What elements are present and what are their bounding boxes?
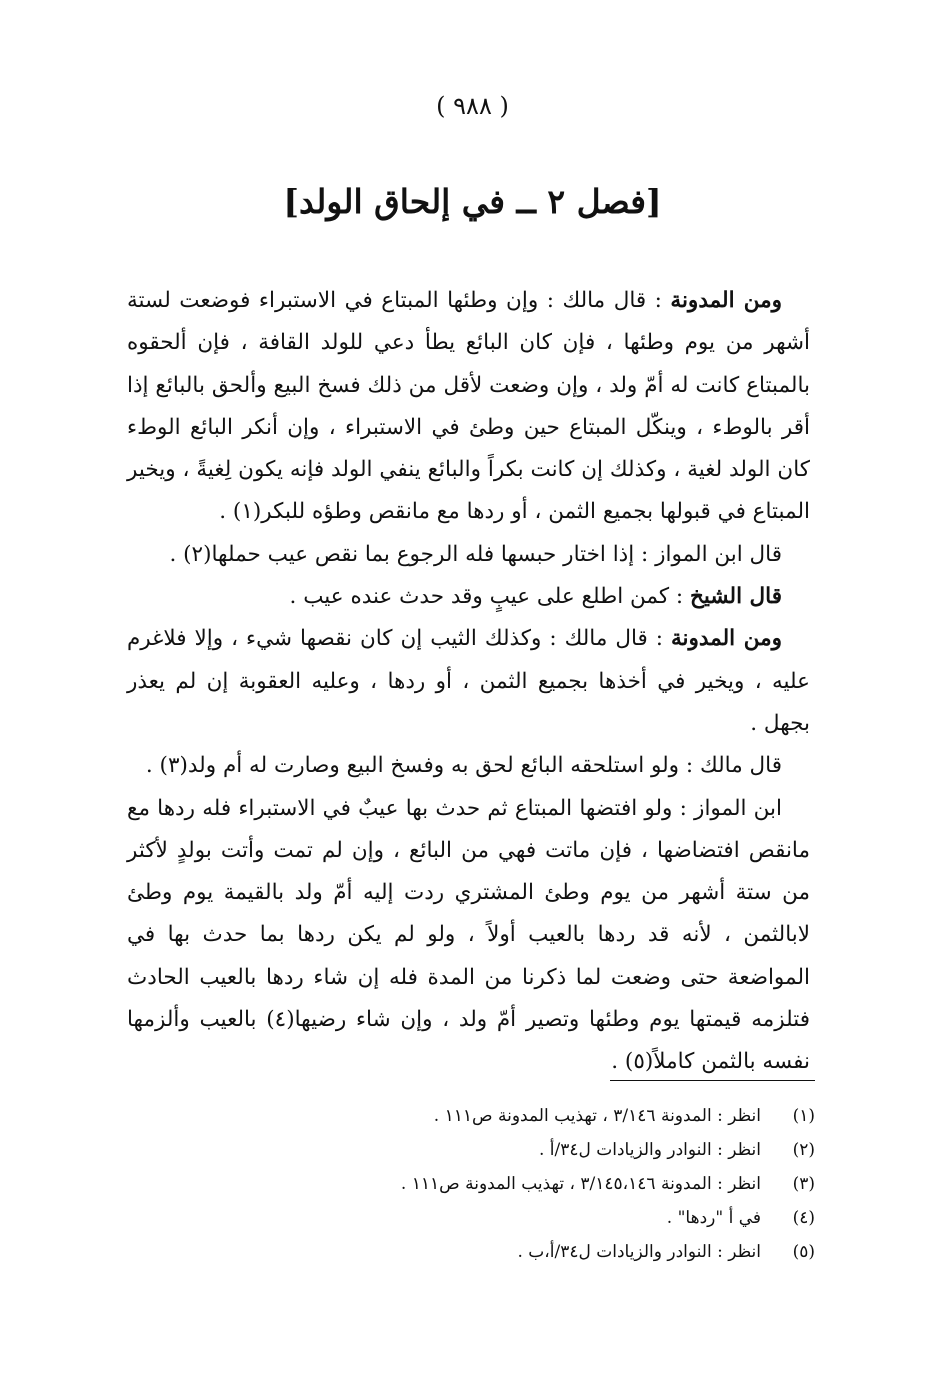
footnote-text: انظر : النوادر والزيادات ل٣٤/أ،ب .: [517, 1242, 761, 1262]
footnote-number: (١): [792, 1106, 815, 1126]
paragraph-text: : كمن اطلع على عيبٍ وقد حدث عنده عيب .: [289, 584, 690, 610]
paragraph: [127, 280, 810, 534]
footnote-text: انظر : المدونة ٣/١٤٥،١٤٦ ، تهذيب المدونة ص١١١ .: [400, 1174, 761, 1194]
footnote-text: في أ "ردها" .: [666, 1208, 761, 1228]
footnote-divider: [610, 1080, 815, 1081]
footnote: [255, 1201, 815, 1235]
footnote-number: (٥): [792, 1242, 815, 1262]
paragraph-text: : قال مالك : وكذلك الثيب إن كان نقصها شيء ، وإلا فلاغرم عليه ، ويخير في أخذها بجميع الثمن ، أو ردها ، وعليه العقوبة إن لم يعذر بجهل .: [127, 626, 810, 736]
footnote-text: انظر : النوادر والزيادات ل٣٤/أ .: [538, 1140, 761, 1160]
footnote: [255, 1167, 815, 1201]
paragraph: [127, 788, 810, 1084]
paragraph-text: ابن المواز : ولو افتضها المبتاع ثم حدث بها عيبٌ في الاستبراء فله ردها مع مانقص افتضاضها ، فإن ماتت فهي من البائع ، وإن لم تمت وأتت بولدٍ لأكثر من ستة أشهر من يوم وطئ المشتري ردت إليه أمّ ولد بالقيمة يوم وطئ لابالثمن ، لأنه قد ردها بالعيب أولاً ، ولو لم يكن ردها بما حدث بها في المواضعة حتى وضعت لما ذكرنا من المدة فله إن شاء ردها بالعيب الحادث فتلزمه قيمتها يوم وطئها وتصير أمّ ولد ، وإن شاء رضيها(٤) بالعيب وألزمها نفسه بالثمن كاملاً(٥) .: [127, 795, 810, 1075]
paragraph-lead: قال الشيخ: [689, 584, 782, 610]
paragraph: [127, 534, 810, 576]
footnote-number: (٢): [792, 1140, 815, 1160]
paragraph: [127, 618, 810, 745]
chapter-title: [فصل ٢ ــ في إلحاق الولد]: [283, 182, 662, 221]
footnote: [255, 1235, 815, 1269]
footnotes: [255, 1099, 815, 1269]
paragraph: [127, 745, 810, 787]
paragraph-text: قال مالك : ولو استلحقه البائع لحق به وفسخ البيع وصارت له أم ولد(٣) .: [145, 753, 782, 779]
paragraph-lead: ومن المدونة: [670, 626, 782, 652]
main-text: [127, 280, 810, 1084]
page-number: ( ٩٨٨ ): [436, 92, 509, 120]
footnote-number: (٤): [792, 1208, 815, 1228]
paragraph-lead: ومن المدونة: [670, 288, 782, 313]
paragraph: [127, 576, 810, 618]
footnote: [255, 1133, 815, 1167]
footnote: [255, 1099, 815, 1133]
footnote-text: انظر : المدونة ٣/١٤٦ ، تهذيب المدونة ص١١١ .: [433, 1106, 761, 1126]
paragraph-text: : قال مالك : وإن وطئها المبتاع في الاستبراء فوضعت لستة أشهر من يوم وطئها ، فإن كان البائع يطأ دعي للولد القافة ، فإن ألحقوه بالمبتاع كانت له أمّ ولد ، وإن وضعت لأقل من ذلك فسخ البيع وألحق بالبائع إذا أقر بالوطء ، وينكّل المبتاع حين وطئ في الاستبراء ، وإن أنكر البائع الوطء كان الولد لغية ، وكذلك إن كانت بكراً والبائع ينفي الولد فإنه يكون لِغيةً ، ويخير المبتاع في قبولها بجميع الثمن ، أو ردها مع مانقص وطؤه للبكر(١) .: [127, 288, 810, 525]
paragraph-text: قال ابن المواز : إذا اختار حبسها فله الرجوع بما نقص عيب حملها(٢) .: [169, 541, 782, 567]
footnote-number: (٣): [792, 1174, 815, 1194]
